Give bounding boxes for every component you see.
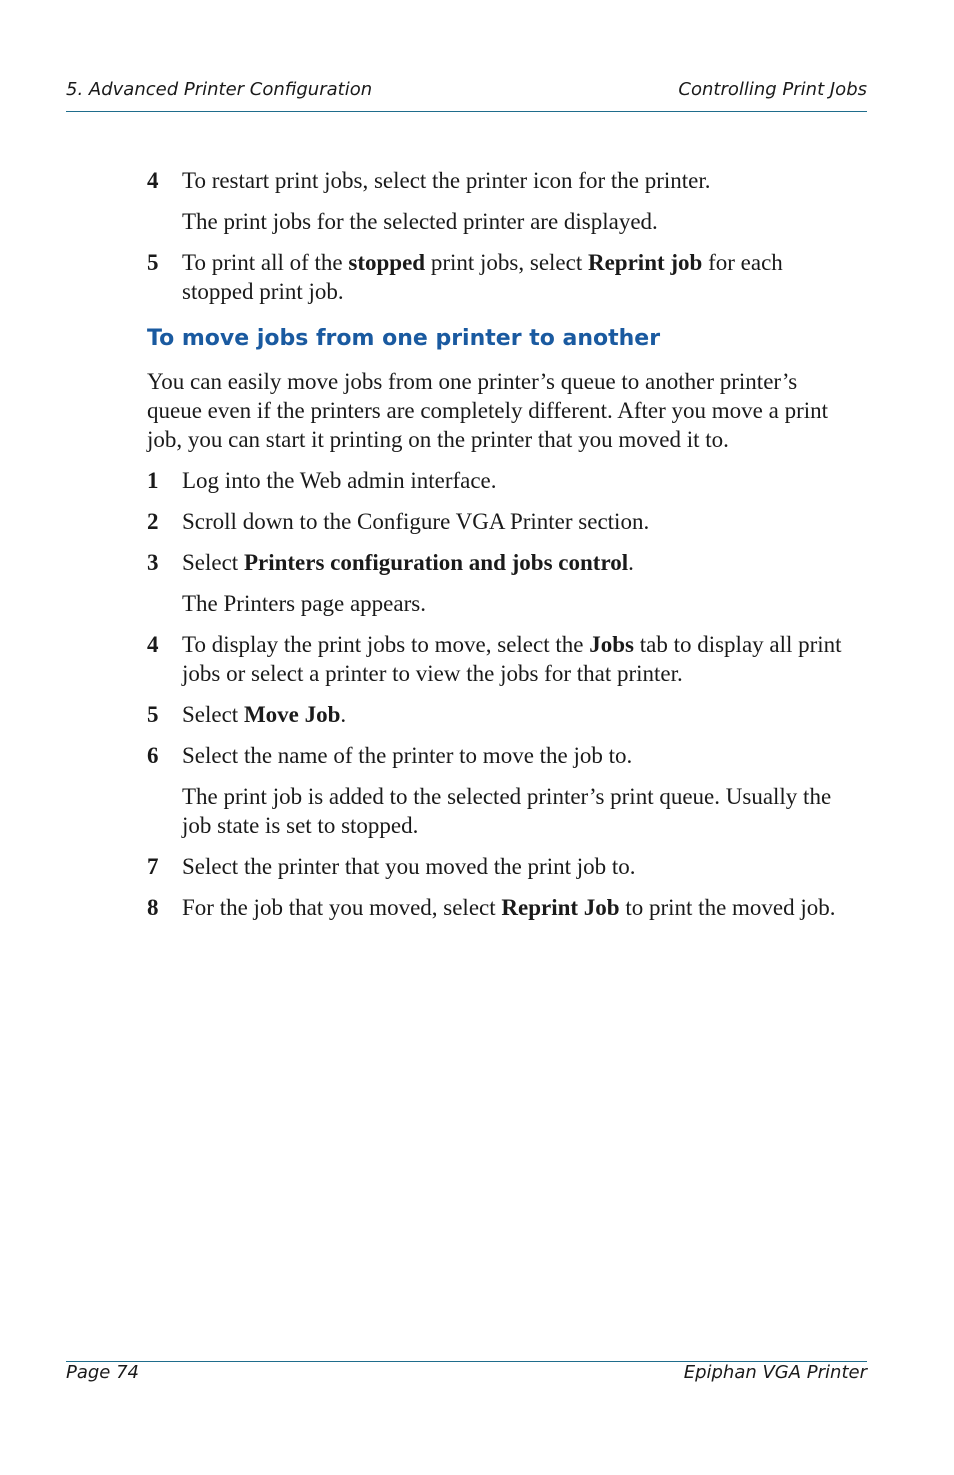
step-number: 5	[147, 250, 159, 275]
step-bold-term: Move Job	[243, 702, 341, 727]
step-2	[147, 507, 857, 536]
section-heading: To move jobs from one printer to another	[147, 326, 661, 351]
step-bold-term: Printers configuration and jobs control	[243, 550, 629, 575]
page-header	[66, 79, 867, 112]
step-note: The print job is added to the selected printer’s print queue. Usually the job state is set to stopped.	[182, 784, 832, 838]
page-footer	[66, 1361, 867, 1383]
step-note: The print jobs for the selected printer are displayed.	[182, 209, 658, 234]
step-text-pre: Select	[182, 702, 244, 727]
step-5-reprint-stopped	[147, 248, 857, 306]
step-number: 5	[147, 702, 159, 727]
step-number: 7	[147, 854, 159, 879]
step-7	[147, 852, 857, 881]
step-1	[147, 466, 857, 495]
step-text-post: to print the moved job.	[619, 895, 836, 920]
page-number: Page 74	[66, 1362, 140, 1383]
step-text-post: tab to display all print jobs or select a printer to view the jobs for that printer.	[182, 632, 842, 686]
header-section: Controlling Print Jobs	[678, 79, 867, 100]
step-text-post: for each stopped print job.	[182, 250, 783, 304]
step-number: 8	[147, 895, 159, 920]
step-text-pre: To print all of the	[182, 250, 349, 275]
step-number: 1	[147, 468, 159, 493]
step-text: Select the printer that you moved the print job to.	[182, 854, 636, 879]
step-text: Select the name of the printer to move the job to.	[182, 743, 633, 768]
step-number: 2	[147, 509, 159, 534]
step-5	[147, 700, 857, 729]
step-4	[147, 630, 857, 688]
step-bold-term: Reprint job	[587, 250, 703, 275]
step-note: The Printers page appears.	[182, 591, 426, 616]
step-text-pre: Select	[182, 550, 244, 575]
header-chapter: 5. Advanced Printer Configuration	[66, 79, 373, 100]
step-8	[147, 893, 857, 922]
step-number: 4	[147, 168, 159, 193]
step-bold-term: Jobs	[589, 632, 634, 657]
step-3	[147, 548, 857, 577]
step-text: Scroll down to the Configure VGA Printer section.	[182, 509, 650, 534]
step-text-post: .	[628, 550, 634, 575]
step-text-post: .	[340, 702, 347, 727]
page-body	[147, 166, 857, 934]
step-text: To restart print jobs, select the printer icon for the printer.	[182, 168, 711, 193]
step-6	[147, 741, 857, 770]
step-text-mid: print jobs, select	[425, 250, 588, 275]
step-text: Log into the Web admin interface.	[182, 468, 497, 493]
step-bold-term: stopped	[348, 250, 426, 275]
step-bold-term: Reprint Job	[501, 895, 620, 920]
step-text-pre: For the job that you moved, select	[182, 895, 502, 920]
step-number: 3	[147, 550, 159, 575]
step-text-pre: To display the print jobs to move, select the	[182, 632, 590, 657]
section-intro: You can easily move jobs from one printer’s queue to another printer’s queue even if the printers are completely different. After you move a print job, you can start it printing on the printer that you moved it to.	[147, 369, 829, 452]
product-name: Epiphan VGA Printer	[683, 1362, 867, 1383]
step-number: 4	[147, 632, 159, 657]
step-number: 6	[147, 743, 159, 768]
step-4-restart	[147, 166, 857, 195]
